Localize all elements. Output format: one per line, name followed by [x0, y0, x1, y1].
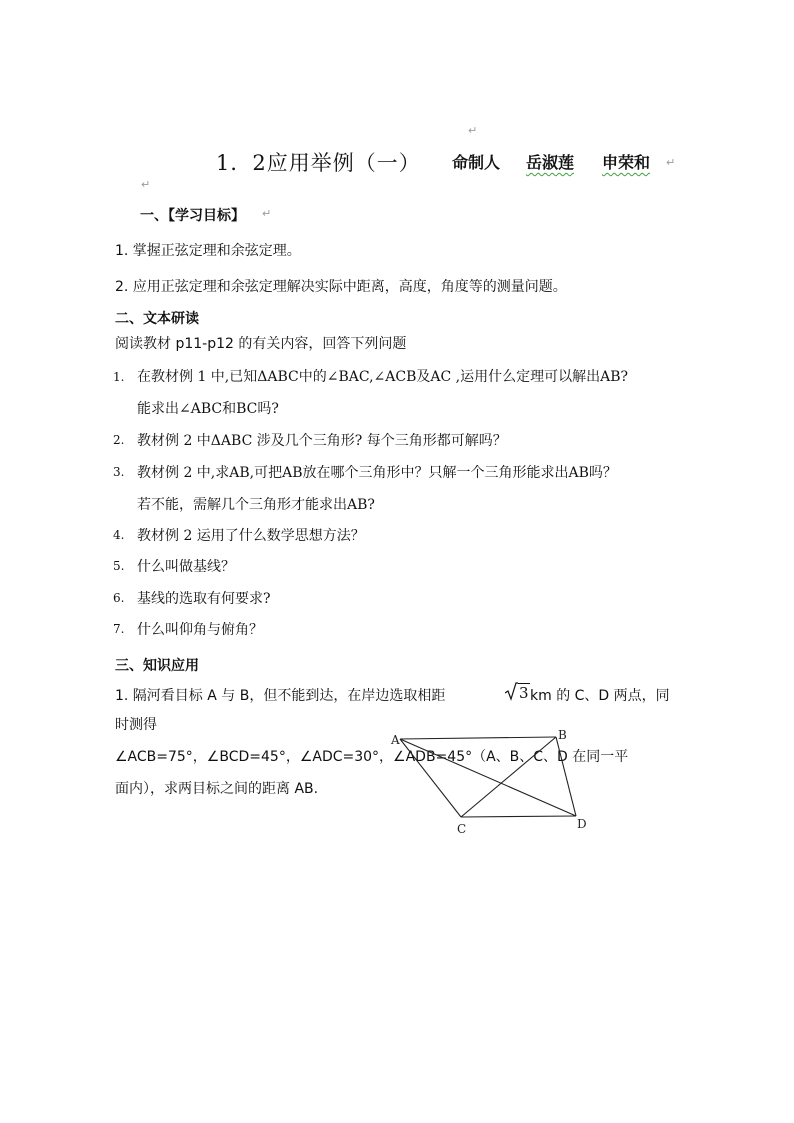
paragraph-mark: ↵ [141, 178, 151, 191]
reading-instruction: 阅读教材 p11-p12 的有关内容，回答下列问题 [115, 336, 407, 352]
question-text: 能求出∠ABC和BC吗? [137, 401, 279, 417]
question-text: 教材例 2 运用了什么数学思想方法？ [137, 528, 365, 544]
problem-text: 1. 隔河看目标 A 与 B，但不能到达，在岸边选取相距 [115, 688, 446, 704]
goal-item: 1. 掌握正弦定理和余弦定理。 [115, 243, 301, 259]
segment-ab [400, 737, 556, 739]
question-number: 4. [113, 528, 125, 542]
problem-text: ∠ACB=75°，∠BCD=45°，∠ADC=30°，∠ADB=45°（A、B、C、D 在同一平 [115, 749, 629, 765]
page-title: 1．2应用举例（一） [216, 151, 421, 175]
section-heading: 三、知识应用 [115, 658, 199, 674]
problem-text: 时测得 [115, 717, 157, 733]
question-text: 基线的选取有何要求? [137, 591, 271, 607]
question-number: 2. [113, 433, 125, 447]
sqrt-expression [505, 682, 530, 702]
segment-ac [400, 739, 461, 817]
question-text: 若不能，需解几个三角形才能求出AB? [137, 497, 375, 513]
radicand: 3 [519, 684, 529, 702]
question-text: 教材例 2 中ΔABC 涉及几个三角形? 每个三角形都可解吗？ [137, 433, 507, 449]
paragraph-mark: ↵ [468, 124, 478, 137]
author-name: 岳淑莲 [526, 153, 575, 172]
section-heading: 二、文本研读 [115, 311, 199, 327]
question-number: 7. [113, 622, 125, 636]
paragraph-mark: ↵ [666, 156, 676, 169]
question-number: 3. [113, 465, 125, 479]
author-name: 申荣和 [602, 153, 651, 172]
question-text: 在教材例 1 中,已知ΔABC中的∠BAC,∠ACB及AC ,运用什么定理可以解出AB? [137, 369, 628, 385]
segment-bc [461, 737, 556, 817]
point-label-a: A [391, 733, 400, 747]
paragraph-mark: ↵ [262, 207, 272, 220]
question-text: 什么叫做基线？ [137, 559, 235, 575]
section-heading: 一、【学习目标】 [140, 208, 245, 224]
quadrilateral-figure [380, 725, 600, 840]
question-number: 5. [113, 559, 125, 573]
goal-item: 2. 应用正弦定理和余弦定理解决实际中距离，高度，角度等的测量问题。 [115, 279, 567, 295]
question-number: 1. [113, 370, 125, 384]
segment-bd [556, 737, 576, 816]
segment-ad [400, 739, 576, 816]
problem-text: km 的 C、D 两点，同 [530, 688, 670, 704]
question-number: 6. [113, 591, 125, 605]
question-text: 什么叫仰角与俯角？ [137, 622, 263, 638]
point-label-d: D [577, 817, 587, 831]
point-label-b: B [558, 728, 567, 742]
question-text: 教材例 2 中,求AB,可把AB放在哪个三角形中？只解一个三角形能求出AB吗？ [137, 465, 617, 481]
point-label-c: C [457, 822, 467, 836]
segment-cd [461, 816, 576, 817]
radical-sign [505, 682, 518, 702]
author-label: 命制人 [452, 153, 501, 172]
problem-text: 面内），求两目标之间的距离 AB. [115, 781, 319, 797]
